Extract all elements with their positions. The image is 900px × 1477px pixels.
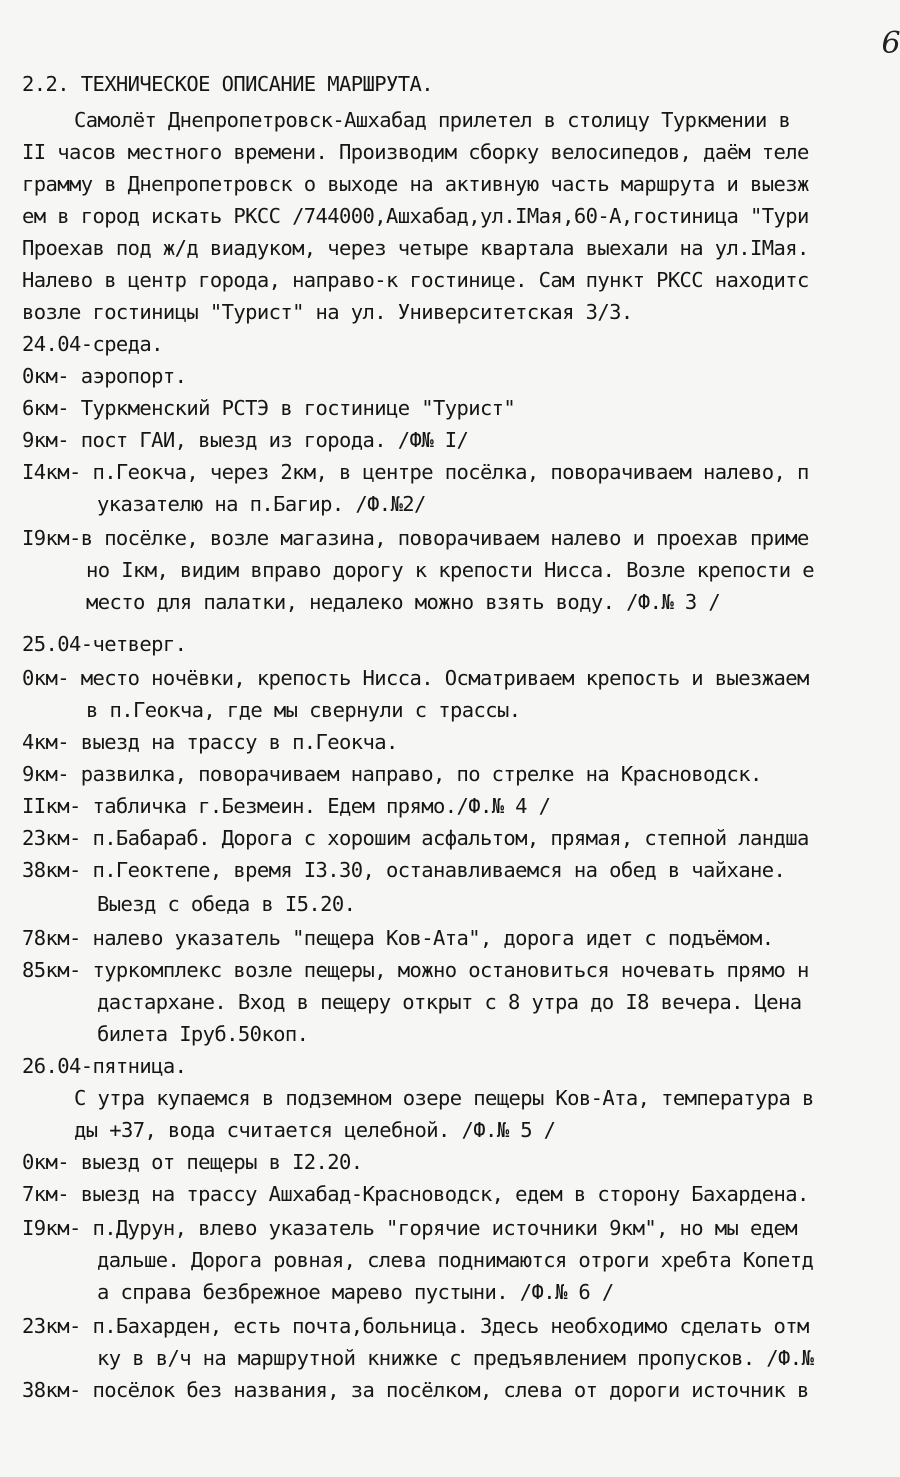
text-line: место для палатки, недалеко можно взять воду. /Ф.№ 3 / (86, 590, 721, 614)
text-line: I4км- п.Геокча, через 2км, в центре посёлка, поворачиваем налево, п (22, 460, 809, 484)
text-line: возле гостиницы "Турист" на ул. Университетская 3/3. (22, 300, 633, 324)
text-line: Налево в центр города, направо-к гостинице. Сам пункт РКСС находитс (22, 268, 809, 292)
text-line: Проехав под ж/д виадуком, через четыре квартала выехали на ул.IМая. (22, 236, 809, 260)
text-line: I9км-в посёлке, возле магазина, поворачиваем налево и проехав приме (22, 526, 809, 550)
text-line: грамму в Днепропетровск о выходе на активную часть маршрута и выезж (22, 172, 809, 196)
text-line: С утра купаемся в подземном озере пещеры Ков-Ата, температура в (74, 1086, 814, 1110)
text-line: дальше. Дорога ровная, слева поднимаются отроги хребта Копетд (97, 1248, 814, 1272)
text-line: 23км- п.Бахарден, есть почта,больница. Здесь необходимо сделать отм (22, 1314, 809, 1338)
text-line: ды +37, вода считается целебной. /Ф.№ 5 / (74, 1118, 556, 1142)
text-line: билета Iруб.50коп. (97, 1022, 309, 1046)
text-line: но Iкм, видим вправо дорогу к крепости Нисса. Возле крепости е (86, 558, 815, 582)
text-line: 0км- место ночёвки, крепость Нисса. Осматриваем крепость и выезжаем (22, 666, 809, 690)
text-line: 0км- аэропорт. (22, 364, 187, 388)
text-line: 78км- налево указатель "пещера Ков-Ата", дорога идет с подъёмом. (22, 926, 774, 950)
text-line: 38км- п.Геоктепе, время I3.30, останавливаемся на обед в чайхане. (22, 858, 786, 882)
text-line: ем в город искать РКСС /744000,Ашхабад,ул.IМая,60-А,гостиница "Тури (22, 204, 809, 228)
text-line: а справа безбрежное марево пустыни. /Ф.№ 6 / (97, 1280, 614, 1304)
text-line: дастархане. Вход в пещеру открыт с 8 утра до I8 вечера. Цена (97, 990, 802, 1014)
text-line: ку в в/ч на маршрутной книжке с предъявлением пропусков. /Ф.№ (97, 1346, 814, 1370)
text-line: 2.2. ТЕХНИЧЕСКОЕ ОПИСАНИЕ МАРШРУТА. (22, 72, 433, 96)
text-line: II часов местного времени. Производим сборку велосипедов, даём теле (22, 140, 809, 164)
text-line: 6км- Туркменский РСТЭ в гостинице "Турист" (22, 396, 516, 420)
text-line: 23км- п.Бабараб. Дорога с хорошим асфальтом, прямая, степной ландша (22, 826, 809, 850)
text-line: указателю на п.Багир. /Ф.№2/ (97, 492, 426, 516)
text-line: 24.04-среда. (22, 332, 163, 356)
text-line: в п.Геокча, где мы свернули с трассы. (86, 698, 521, 722)
text-line: I9км- п.Дурун, влево указатель "горячие источники 9км", но мы едем (22, 1216, 797, 1240)
text-line: 9км- пост ГАИ, выезд из города. /Ф№ I/ (22, 428, 469, 452)
text-line: Выезд с обеда в I5.20. (97, 892, 356, 916)
text-line: 7км- выезд на трассу Ашхабад-Красноводск, едем в сторону Бахардена. (22, 1182, 809, 1206)
text-line: 26.04-пятница. (22, 1054, 187, 1078)
text-line: 38км- посёлок без названия, за посёлком, слева от дороги источник в (22, 1378, 809, 1402)
page-number: 6 (881, 26, 900, 61)
text-line: 85км- туркомплекс возле пещеры, можно остановиться ночевать прямо н (22, 958, 809, 982)
text-line: 9км- развилка, поворачиваем направо, по стрелке на Красноводск. (22, 762, 762, 786)
text-line: 0км- выезд от пещеры в I2.20. (22, 1150, 363, 1174)
text-line: Самолёт Днепропетровск-Ашхабад прилетел в столицу Туркмении в (74, 108, 791, 132)
text-line: 25.04-четверг. (22, 632, 187, 656)
text-line: IIкм- табличка г.Безмеин. Едем прямо./Ф.№ 4 / (22, 794, 551, 818)
text-line: 4км- выезд на трассу в п.Геокча. (22, 730, 398, 754)
